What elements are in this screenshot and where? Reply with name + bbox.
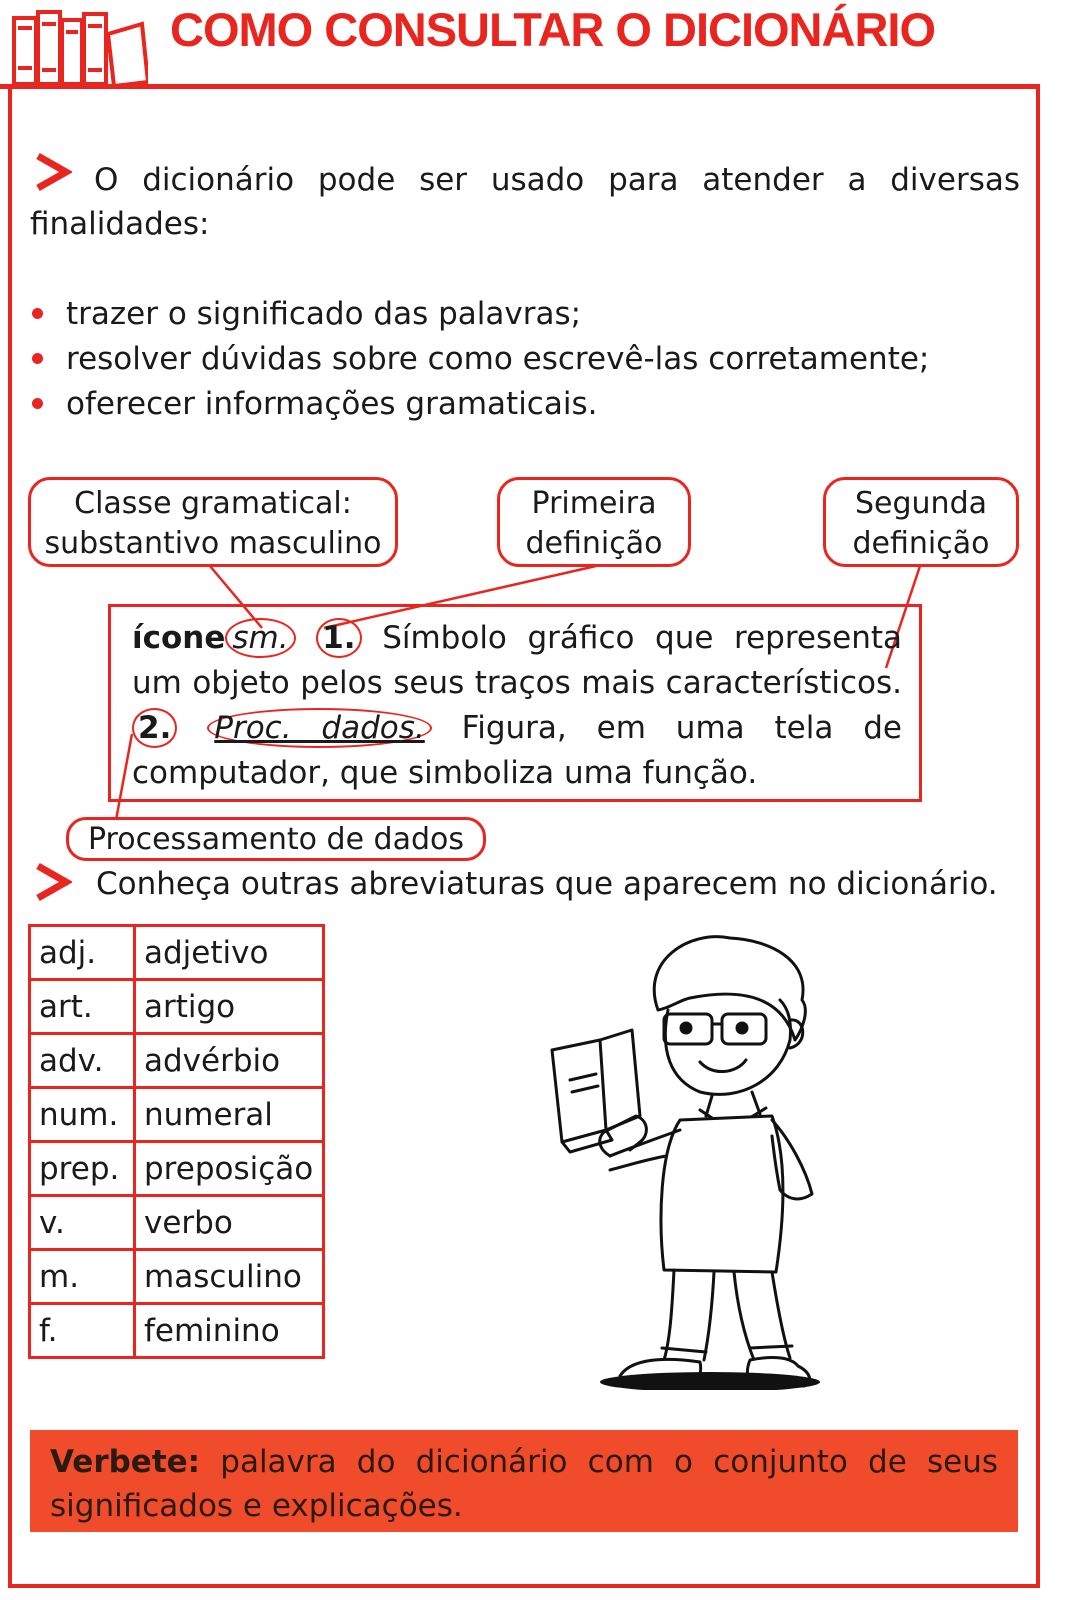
table-row [30,1034,324,1088]
abbr-cell: f. [30,1304,135,1358]
callout-grammatical-class: Classe gramatical: substantivo masculino [28,477,398,567]
page-title: COMO CONSULTAR O DICIONÁRIO [170,3,936,56]
list-item: trazer o significado das palavras; [30,292,929,337]
abbr-cell: num. [30,1088,135,1142]
meaning-cell: feminino [135,1304,324,1358]
table-row [30,1142,324,1196]
books-icon [8,4,148,86]
intro-paragraph [30,158,1020,246]
entry-headword: ícone [132,620,226,656]
entry-sense-number-1: 1. [316,618,361,658]
entry-domain-label: Proc. dados. [207,708,432,748]
abbr-cell: art. [30,980,135,1034]
frame-bottom-border [8,1584,1040,1588]
definition-text: palavra do dicionário com o conjunto de seus significados e explicações. [50,1444,999,1524]
abbreviations-table [28,924,325,1359]
abbreviations-intro: Conheça outras abreviaturas que aparecem no dicionário. [96,866,998,902]
dictionary-entry [132,616,902,796]
entry-class-abbr: sm. [225,618,295,658]
definition-term: Verbete: [50,1444,201,1480]
boy-reading-illustration [540,920,850,1390]
header-divider [0,84,1040,89]
abbr-cell: adv. [30,1034,135,1088]
frame-left-border [8,84,12,1586]
table-row [30,980,324,1034]
list-item: oferecer informações gramaticais. [30,382,929,427]
list-item: resolver dúvidas sobre como escrevê-las corretamente; [30,337,929,382]
abbr-cell: m. [30,1250,135,1304]
callout-first-definition: Primeira definição [497,477,691,567]
callout-second-definition: Segunda definição [823,477,1019,567]
table-row [30,926,324,980]
frame-right-border [1036,84,1040,1588]
bullet-icon [32,353,43,364]
meaning-cell: numeral [135,1088,324,1142]
abbr-cell: prep. [30,1142,135,1196]
meaning-cell: masculino [135,1250,324,1304]
purpose-list [30,292,929,427]
bullet-icon [32,398,43,409]
intro-text: O dicionário pode ser usado para atender a diversas finalidades: [30,162,1020,242]
table-row [30,1196,324,1250]
callout-data-processing: Processamento de dados [66,817,486,861]
meaning-cell: preposição [135,1142,324,1196]
table-row [30,1304,324,1358]
bullet-icon [32,308,43,319]
meaning-cell: advérbio [135,1034,324,1088]
entry-definition-1: Símbolo gráfico que representa um objeto pelos seus traços mais característicos. [132,620,903,701]
meaning-cell: adjetivo [135,926,324,980]
entry-definition-2: Figura, em uma tela de computador, que simboliza uma função. [132,710,902,791]
abbr-cell: adj. [30,926,135,980]
abbr-cell: v. [30,1196,135,1250]
table-row [30,1088,324,1142]
definition-banner [30,1430,1018,1532]
entry-sense-number-2: 2. [132,708,177,748]
meaning-cell: artigo [135,980,324,1034]
meaning-cell: verbo [135,1196,324,1250]
table-row [30,1250,324,1304]
